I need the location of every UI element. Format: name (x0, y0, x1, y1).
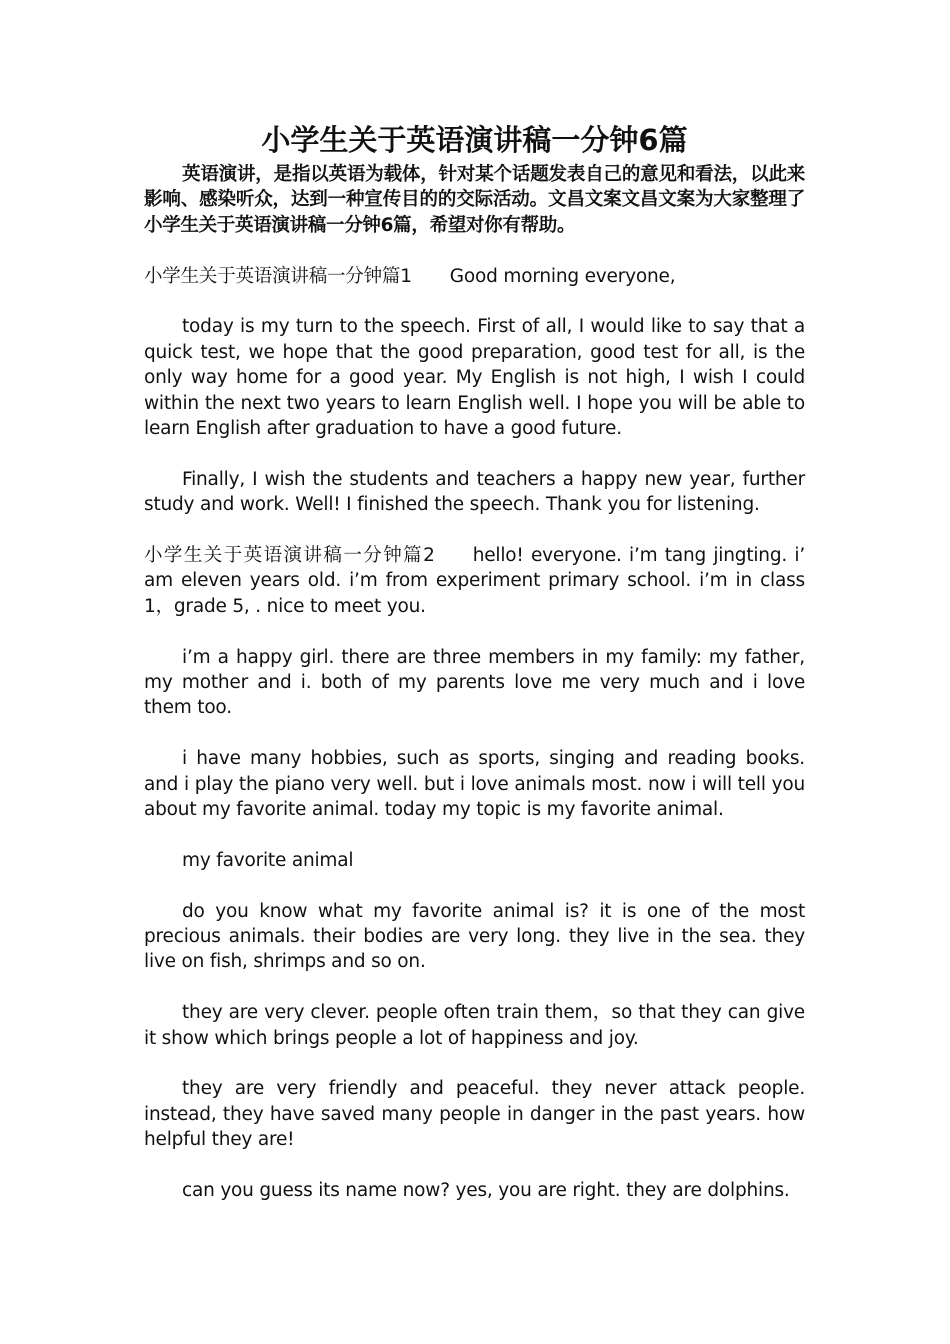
section2-paragraph-7: can you guess its name now? yes, you are right. they are dolphins. (182, 1180, 790, 1202)
section1-heading: 小学生关于英语演讲稿一分钟篇1 (144, 265, 412, 287)
section2-paragraph-2: i have many hobbies, such as sports, singing and reading books. and i play the piano very well. but i love animals most. now i will tell you about my favorite animal. today my topic is my favorite animal. (144, 748, 805, 821)
section2-paragraph-6: they are very friendly and peaceful. they never attack people. instead, they have saved many people in danger in the past years. how helpful they are! (144, 1078, 805, 1151)
section2-paragraph-4: do you know what my favorite animal is? it is one of the most precious animals. their bodies are very long. they live in the sea. they live on fish, shrimps and so on. (144, 900, 805, 973)
section2-paragraph-3: my favorite animal (182, 849, 354, 871)
section1-paragraph-1: today is my turn to the speech. First of all, I would like to say that a quick test, we hope that the good preparation, good test for all, is the only way home for a good year. My English is not high, I wish I could within the next two years to learn English well. I hope you will be able to learn English after graduation to have a good future. (144, 316, 805, 440)
document-page (144, 118, 805, 1203)
section2-opening: hello! everyone. i’m tang jingting. i’ am eleven years old. i’m from experiment primary school. i’m in class 1，grade 5, . nice to meet you. (144, 545, 805, 617)
section2-line (144, 543, 805, 619)
section2-heading: 小学生关于英语演讲稿一分钟篇2 (144, 545, 435, 567)
section1-opening: Good morning everyone, (449, 265, 676, 287)
section1-paragraph-2: Finally, I wish the students and teachers a happy new year, further study and work. Well! I finished the speech. Thank you for listening. (144, 468, 805, 516)
section1-line (144, 264, 805, 289)
section2-paragraph-1: i’m a happy girl. there are three members in my family: my father, my mother and i. both of my parents love me very much and i love them too. (144, 646, 805, 719)
document-title: 小学生关于英语演讲稿一分钟6篇 (261, 123, 688, 157)
intro-paragraph: 英语演讲，是指以英语为载体，针对某个话题发表自己的意见和看法，以此来影响、感染听众，达到一种宣传目的的交际活动。文昌文案文昌文案为大家整理了小学生关于英语演讲稿一分钟6篇，希望对你有帮助。 (144, 164, 805, 236)
section2-paragraph-5: they are very clever. people often train them，so that they can give it show which brings people a lot of happiness and joy. (144, 1002, 805, 1049)
